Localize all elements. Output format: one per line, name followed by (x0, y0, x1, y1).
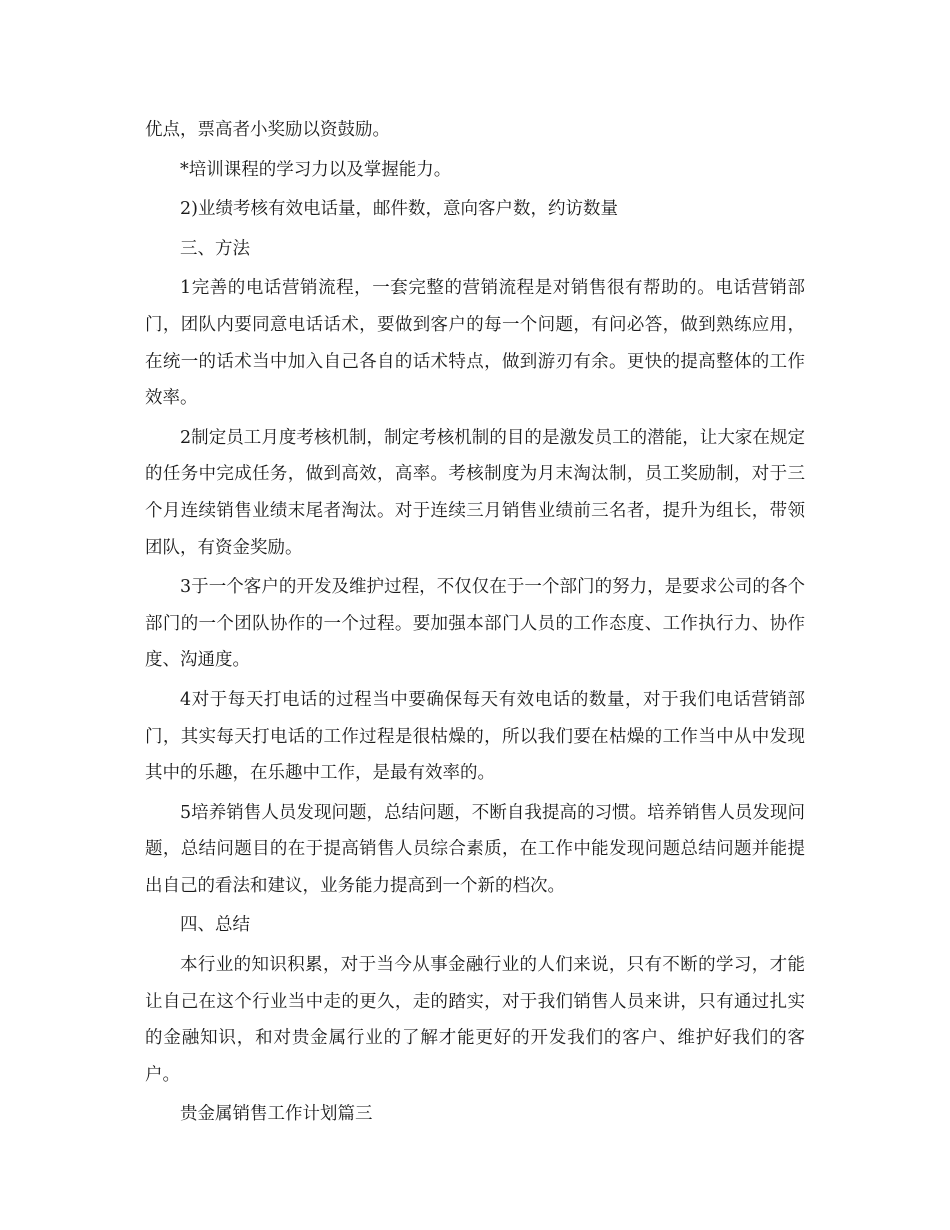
paragraph-method-5: 5培养销售人员发现问题，总结问题，不断自我提高的习惯。培养销售人员发现问题，总结问题目的在于提高销售人员综合素质，在工作中能发现问题总结问题并能提出自己的看法和建议，业务能力提高到一个新的档次。 (145, 802, 805, 896)
paragraph-method-3: 3于一个客户的开发及维护过程，不仅仅在于一个部门的努力，是要求公司的各个部门的一个团队协作的一个过程。要加强本部门人员的工作态度、工作执行力、协作度、沟通度。 (145, 577, 805, 671)
section-heading-summary: 四、总结 (180, 915, 250, 936)
section-heading-methods: 三、方法 (180, 238, 250, 259)
paragraph-summary: 本行业的知识积累，对于当今从事金融行业的人们来说，只有不断的学习，才能让自己在这个行业当中走的更久，走的踏实，对于我们销售人员来讲，只有通过扎实的金融知识，和对贵金属行业的了解才能更好的开发我们的客户、维护好我们的客户。 (145, 955, 805, 1085)
paragraph-method-1: 1完善的电话营销流程，一套完整的营销流程是对销售很有帮助的。电话营销部门，团队内要同意电话话术，要做到客户的每一个问题，有问必答，做到熟练应用，在统一的话术当中加入自己各自的话术特点，做到游刃有余。更快的提高整体的工作效率。 (145, 278, 805, 409)
paragraph-method-4: 4对于每天打电话的过程当中要确保每天有效电话的数量，对于我们电话营销部门，其实每天打电话的工作过程是很枯燥的，所以我们要在枯燥的工作当中从中发现其中的乐趣，在乐趣中工作，是最有效率的。 (145, 689, 805, 784)
paragraph-continuation: 优点，票高者小奖励以资鼓励。 (145, 120, 390, 140)
document-page (145, 112, 805, 1136)
paragraph-training-item: *培训课程的学习力以及掌握能力。 (180, 159, 452, 180)
paragraph-method-2: 2制定员工月度考核机制，制定考核机制的目的是激发员工的潜能，让大家在规定的任务中完成任务，做到高效，高率。考核制度为月末淘汰制，员工奖励制，对于三个月连续销售业绩末尾者淘汰。对于连续三月销售业绩前三名者，提升为组长，带领团队，有资金奖励。 (145, 427, 805, 558)
next-article-title: 贵金属销售工作计划篇三 (180, 1104, 373, 1125)
paragraph-performance-item: 2)业绩考核有效电话量，邮件数，意向客户数，约访数量 (180, 199, 618, 220)
